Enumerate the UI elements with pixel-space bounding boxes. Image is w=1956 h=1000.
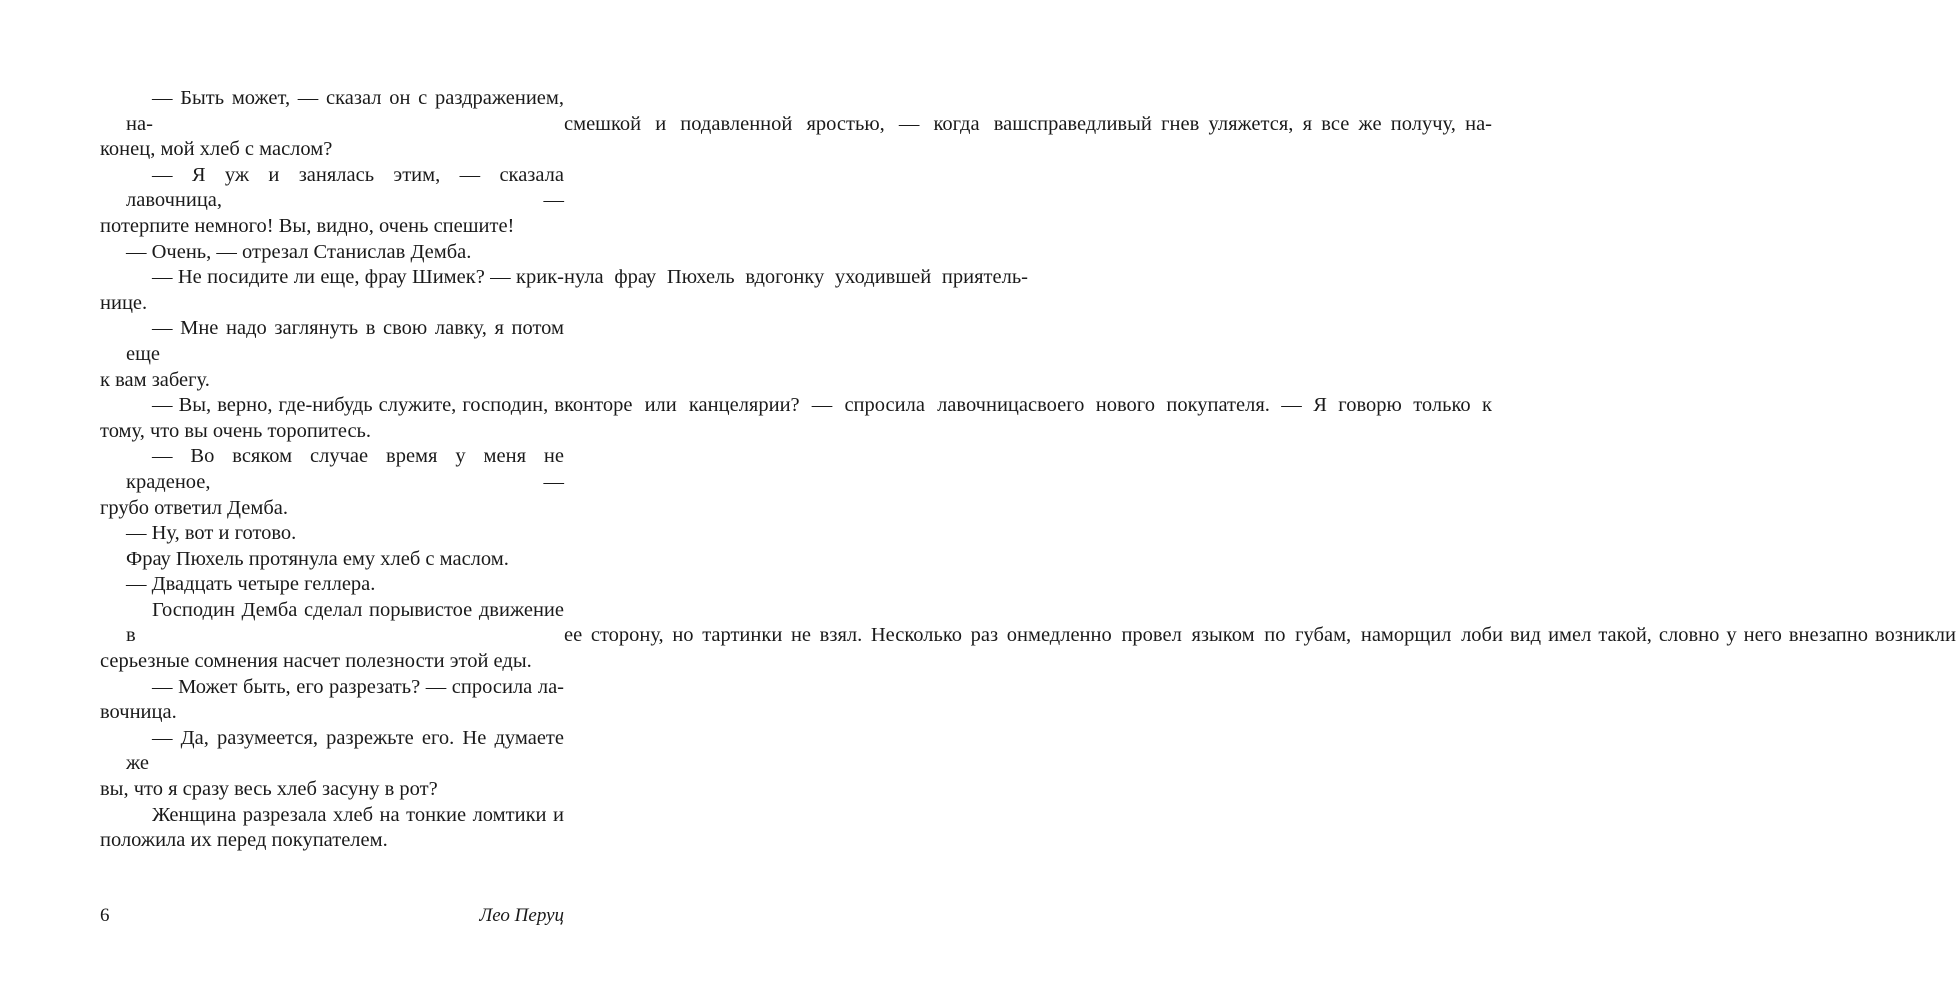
paragraph bbox=[100, 393, 1492, 444]
text-line: положила их перед покупателем. bbox=[100, 829, 388, 852]
text-line: своего нового покупателя. — Я говорю только к bbox=[1028, 394, 1492, 417]
text-line: — Ну, вот и готово. bbox=[126, 522, 297, 545]
paragraph bbox=[100, 240, 564, 266]
text-line: Фрау Пюхель протянула ему хлеб с маслом. bbox=[126, 547, 509, 570]
text-line: вы, что я сразу весь хлеб засуну в рот? bbox=[100, 778, 438, 801]
paragraph bbox=[100, 675, 564, 726]
text-line: конец, мой хлеб с маслом? bbox=[100, 138, 333, 161]
running-head-author: Лео Перуц bbox=[479, 905, 564, 926]
paragraph bbox=[100, 803, 564, 854]
text-line: вочница. bbox=[100, 701, 177, 724]
text-line: потерпите немного! Вы, видно, очень спешите! bbox=[100, 214, 515, 237]
text-line: серьезные сомнения насчет полезности этой еды. bbox=[100, 650, 532, 673]
text-line: — Мне надо заглянуть в свою лавку, я потом еще bbox=[126, 317, 564, 365]
text-line: — Не посидите ли еще, фрау Шимек? — крик- bbox=[152, 266, 564, 289]
text-line: Господин Демба сделал порывистое движение в bbox=[126, 598, 564, 647]
paragraph bbox=[100, 598, 1956, 675]
text-line: справедливый гнев уляжется, я все же получу, на- bbox=[1028, 112, 1492, 135]
text-line: медленно провел языком по губам, наморщил лоб bbox=[1028, 624, 1492, 647]
text-line: — Очень, — отрезал Станислав Демба. bbox=[126, 240, 472, 263]
text-line: смешкой и подавленной яростью, — когда ваш bbox=[564, 112, 1028, 135]
text-line: — Может быть, его разрезать? — спросила ла- bbox=[152, 675, 564, 698]
text-line: конторе или канцелярии? — спросила лавочница bbox=[564, 394, 1028, 417]
paragraph bbox=[100, 316, 564, 393]
paragraph bbox=[100, 726, 564, 803]
paragraph bbox=[100, 86, 1492, 163]
paragraph bbox=[100, 163, 564, 240]
paragraph bbox=[100, 572, 564, 598]
text-line: нице. bbox=[100, 291, 148, 314]
paragraph bbox=[100, 521, 564, 547]
text-line: Женщина разрезала хлеб на тонкие ломтики и bbox=[152, 803, 564, 826]
page-footer bbox=[100, 903, 564, 929]
page-number: 6 bbox=[100, 905, 110, 926]
text-line: — Вы, верно, где-нибудь служите, господин, в bbox=[152, 394, 564, 417]
body-text bbox=[100, 86, 1956, 854]
text-line: — Да, разумеется, разрежьте его. Не думаете же bbox=[126, 726, 564, 775]
text-line: тому, что вы очень торопитесь. bbox=[100, 419, 372, 442]
text-line: ее сторону, но тартинки не взял. Несколько раз он bbox=[564, 624, 1028, 647]
text-line: — Во всяком случае время у меня не краденое, — bbox=[126, 445, 564, 493]
text-line: к вам забегу. bbox=[100, 368, 210, 391]
text-line: нула фрау Пюхель вдогонку уходившей приятель- bbox=[564, 266, 1028, 289]
paragraph bbox=[100, 265, 1028, 316]
paragraph bbox=[100, 444, 564, 521]
text-line: — Двадцать четыре геллера. bbox=[126, 573, 376, 596]
text-line: и вид имел такой, словно у него внезапно возникли bbox=[1492, 624, 1956, 647]
text-line: — Быть может, — сказал он с раздражением, на- bbox=[126, 87, 564, 135]
text-line: грубо ответил Демба. bbox=[100, 496, 289, 519]
paragraph bbox=[100, 547, 564, 573]
text-line: — Я уж и занялась этим, — сказала лавочница, — bbox=[126, 163, 564, 212]
